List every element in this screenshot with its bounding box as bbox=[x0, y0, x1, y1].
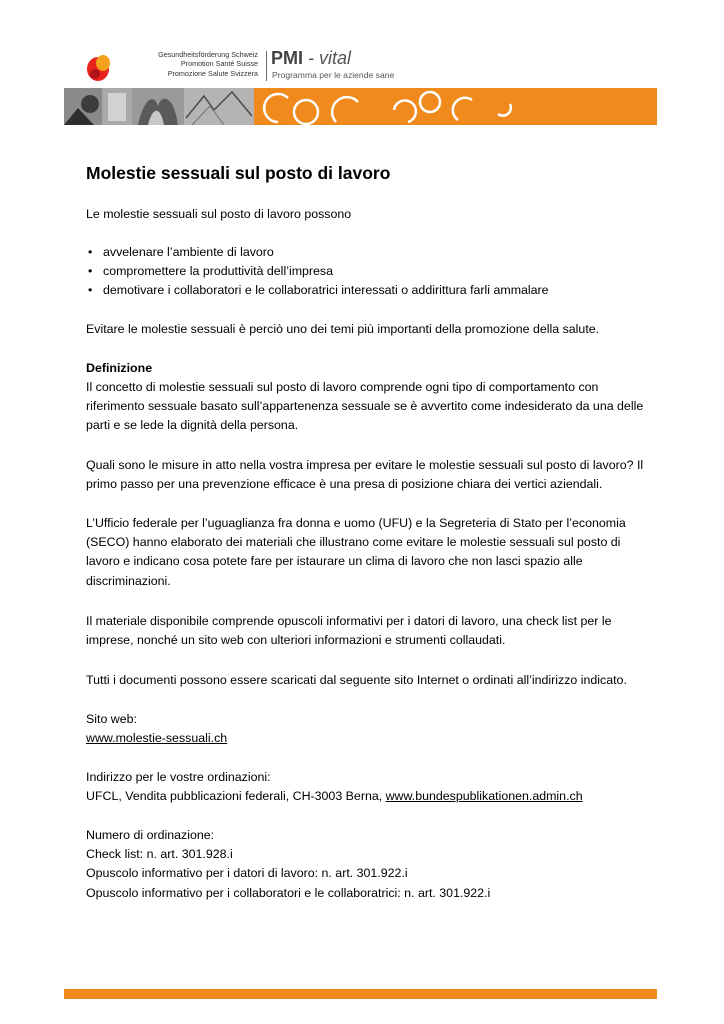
address-label: Indirizzo per le vostre ordinazioni: bbox=[86, 770, 271, 784]
address-block bbox=[86, 768, 656, 806]
bullet-icon: • bbox=[88, 283, 93, 298]
order-line: Check list: n. art. 301.928.i bbox=[86, 847, 233, 862]
definition-paragraph: Il concetto di molestie sessuali sul posto di lavoro comprende ogni tipo di comportamento con riferimento sessuale basato sull’appartenenza sessuale se è avvertito come indesiderato da una delle parti e se lede la dignità della persona. bbox=[86, 380, 644, 433]
order-label: Numero di ordinazione: bbox=[86, 828, 215, 842]
list-item: • demotivare i collaboratori e le collaboratrici interessati o addirittura farli ammalare bbox=[86, 281, 656, 300]
header-banner bbox=[64, 88, 657, 125]
program-brand: PMI - vital bbox=[271, 48, 352, 68]
bullet-list bbox=[86, 243, 656, 301]
photo-strip bbox=[64, 88, 254, 125]
bullet-icon: • bbox=[88, 245, 93, 259]
website-label: Sito web: bbox=[86, 712, 137, 726]
paragraph-avoid: Evitare le molestie sessuali è perciò uno dei temi più importanti della promozione della salute. bbox=[86, 322, 600, 336]
logo-divider bbox=[266, 51, 267, 81]
order-block bbox=[86, 826, 656, 903]
address-text: UFCL, Vendita pubblicazioni federali, CH-3003 Berna, bbox=[86, 789, 386, 804]
download-paragraph: Tutti i documenti possono essere scaricati dal seguente sito Internet o ordinati all’indirizzo indicato. bbox=[86, 673, 627, 687]
orange-band bbox=[254, 88, 657, 125]
bullet-icon: • bbox=[88, 264, 93, 279]
intro-text: Le molestie sessuali sul posto di lavoro possono bbox=[86, 207, 352, 221]
measures-paragraph: Quali sono le misure in atto nella vostra impresa per evitare le molestie sessuali sul posto di lavoro? Il primo passo per una prevenzione efficace è una presa di posizione chiara dei vertici aziendali. bbox=[86, 458, 644, 492]
office-paragraph: L’Ufficio federale per l’uguaglianza fra donna e uomo (UFU) e la Segreteria di Stato per l’economia (SECO) hanno elaborato dei materiali che illustrano come evitare le molestie sessuali sul posto di lavoro e indicano cosa potete fare per istaurare un clima di lavoro che non lasci spazio alle discriminazioni. bbox=[86, 516, 626, 588]
order-line: Opuscolo informativo per i datori di lavoro: n. art. 301.922.i bbox=[86, 866, 408, 881]
footer-bar bbox=[64, 989, 657, 999]
material-paragraph: Il materiale disponibile comprende opuscoli informativi per i datori di lavoro, una check list per le imprese, nonché un sito web con ulteriori informazioni e strumenti collaudati. bbox=[86, 614, 612, 648]
page-title: Molestie sessuali sul posto di lavoro bbox=[86, 163, 391, 183]
publications-link[interactable]: www.bundespublikationen.admin.ch bbox=[385, 789, 583, 804]
program-subtitle: Programma per le aziende sane bbox=[272, 70, 395, 80]
health-promotion-logo-icon bbox=[86, 52, 112, 82]
website-link[interactable]: www.molestie-sessuali.ch bbox=[86, 731, 228, 746]
header-logo bbox=[86, 50, 396, 86]
order-line: Opuscolo informativo per i collaboratori e le collaboratrici: n. art. 301.922.i bbox=[86, 885, 491, 900]
organization-name: Gesundheitsförderung Schweiz Promotion Santé Suisse Promozione Salute Svizzera bbox=[158, 50, 258, 78]
definition-heading: Definizione bbox=[86, 361, 153, 375]
list-item: • avvelenare l’ambiente di lavoro bbox=[86, 243, 656, 262]
circle-decoration-icon bbox=[254, 88, 657, 125]
website-block bbox=[86, 710, 656, 748]
list-item: • compromettere la produttività dell’impresa bbox=[86, 262, 656, 281]
